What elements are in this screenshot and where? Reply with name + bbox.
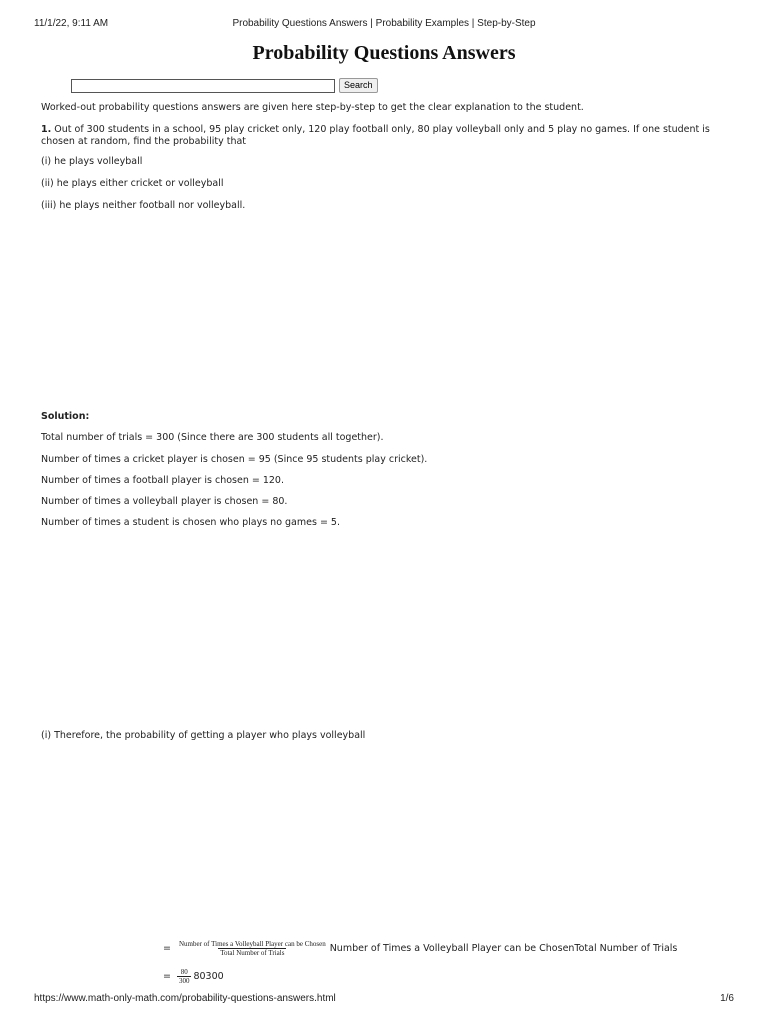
search-input[interactable] bbox=[71, 79, 335, 93]
question-1 bbox=[41, 124, 731, 147]
formula-inline-text: Number of Times a Volleyball Player can be ChosenTotal Number of Trials bbox=[329, 943, 678, 954]
print-page-title: Probability Questions Answers | Probability Examples | Step-by-Step bbox=[232, 18, 536, 29]
solution-line: Number of times a cricket player is chosen = 95 (Since 95 students play cricket). bbox=[41, 454, 428, 465]
solution-line: Number of times a football player is chosen = 120. bbox=[41, 475, 284, 486]
formula-fraction bbox=[177, 940, 328, 957]
question-part-ii: (ii) he plays either cricket or volleyball bbox=[41, 178, 224, 189]
question-part-i: (i) he plays volleyball bbox=[41, 156, 143, 167]
probability-value bbox=[163, 968, 224, 985]
intro-text: Worked-out probability questions answers are given here step-by-step to get the clear explanation to the student. bbox=[41, 102, 584, 113]
formula-denominator: Total Number of Trials bbox=[220, 949, 285, 957]
question-text: Out of 300 students in a school, 95 play cricket only, 120 play football only, 80 play volleyball only and 5 play no games. If one student is chosen at random, find the probability that bbox=[41, 124, 710, 147]
print-page-number: 1/6 bbox=[720, 993, 734, 1004]
equals-sign: = bbox=[163, 943, 171, 954]
solution-line: Number of times a student is chosen who plays no games = 5. bbox=[41, 517, 340, 528]
value-denominator: 300 bbox=[178, 977, 190, 985]
page-title: Probability Questions Answers bbox=[252, 42, 516, 64]
value-numerator: 80 bbox=[180, 968, 188, 976]
solution-line: Total number of trials = 300 (Since there are 300 students all together). bbox=[41, 432, 384, 443]
search-button[interactable]: Search bbox=[339, 78, 378, 93]
formula-numerator: Number of Times a Volleyball Player can be Chosen bbox=[178, 940, 326, 948]
print-datetime: 11/1/22, 9:11 AM bbox=[34, 18, 109, 29]
search-bar bbox=[71, 78, 378, 93]
part-i-intro: (i) Therefore, the probability of getting a player who plays volleyball bbox=[41, 730, 366, 741]
probability-formula bbox=[163, 940, 677, 957]
question-number: 1. bbox=[41, 124, 52, 135]
print-url: https://www.math-only-math.com/probability-questions-answers.html bbox=[34, 993, 336, 1004]
equals-sign: = bbox=[163, 971, 171, 982]
solution-line: Number of times a volleyball player is chosen = 80. bbox=[41, 496, 288, 507]
question-part-iii: (iii) he plays neither football nor volleyball. bbox=[41, 200, 246, 211]
value-fraction bbox=[177, 968, 192, 985]
solution-heading: Solution: bbox=[41, 411, 90, 422]
value-inline-text: 80300 bbox=[193, 971, 224, 982]
